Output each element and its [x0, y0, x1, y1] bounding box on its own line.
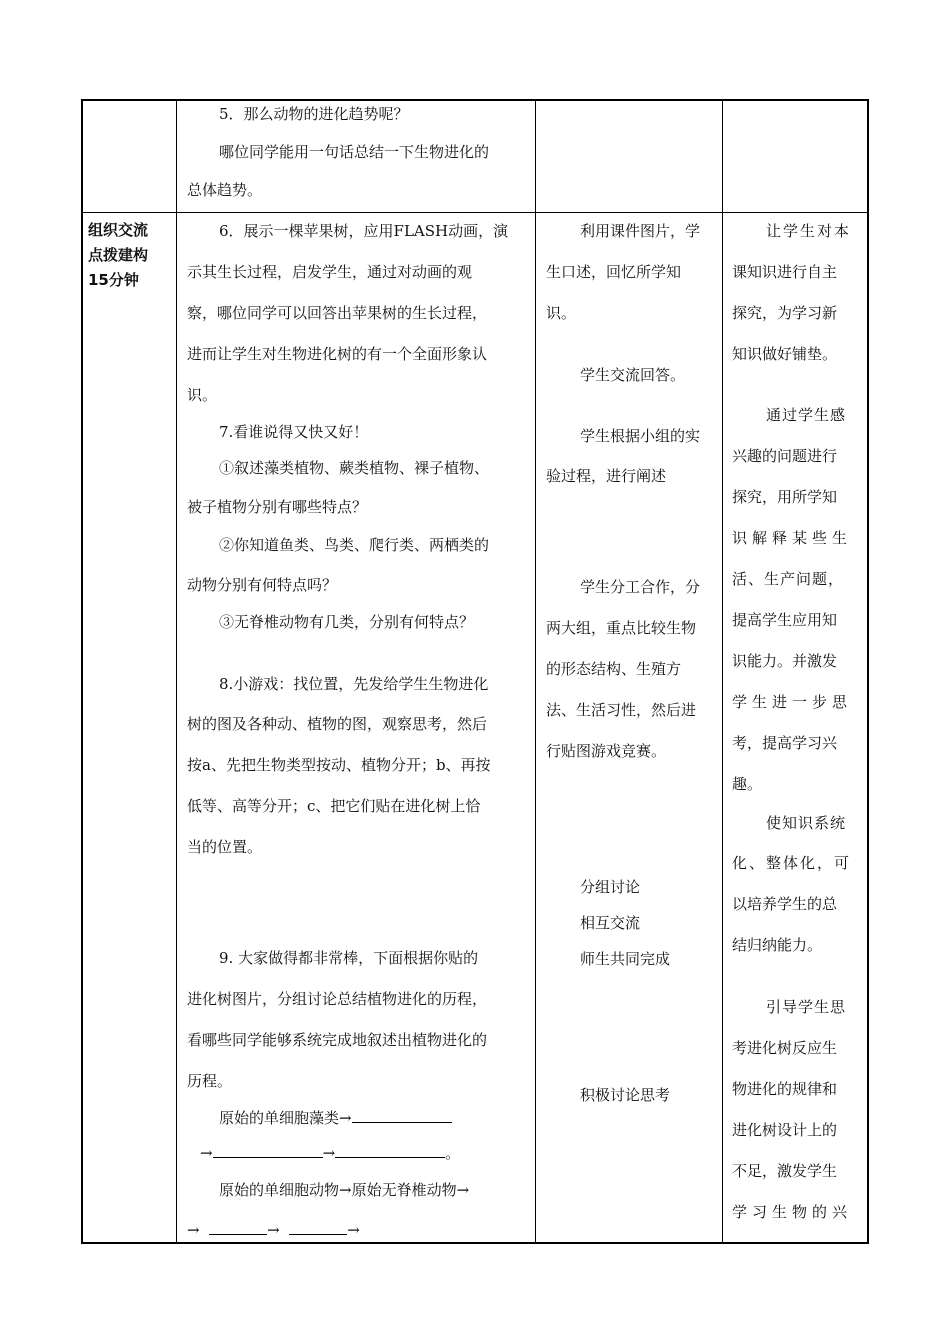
animal-blank-2[interactable]: [289, 1220, 347, 1235]
intent-p3-line1: 使知识系统: [766, 814, 847, 832]
table-border-bottom: [81, 1242, 869, 1244]
plant-evolution-chain: [219, 1108, 452, 1128]
student-s4-line3: 的形态结构、生殖方: [546, 660, 682, 678]
intent-p2-line8: 学生进一步思: [732, 693, 853, 711]
stage-label-line2: 点拨建构: [88, 246, 149, 264]
item6-line4: 进而让学生对生物进化树的有一个全面形象认: [187, 345, 488, 363]
student-s4-line2: 两大组，重点比较生物: [546, 619, 697, 637]
intent-p2-line4: 识解释某些生: [732, 529, 853, 547]
animal-evolution-chain-cont: [187, 1220, 360, 1240]
student-s4-line5: 行贴图游戏竞赛。: [546, 742, 667, 760]
plant-blank-2[interactable]: [213, 1143, 323, 1158]
summary-question-line1: 哪位同学能用一句话总结一下生物进化的: [219, 143, 490, 161]
intent-p2-line1: 通过学生感: [766, 406, 847, 424]
intent-p4-line6: 学习生物的兴: [732, 1203, 853, 1221]
summary-question-line2: 总体趋势。: [187, 181, 263, 199]
item7-line4: ②你知道鱼类、鸟类、爬行类、两栖类的: [219, 536, 490, 554]
intent-p2-line2: 兴趣的问题进行: [732, 447, 838, 465]
item8-line1: 8.小游戏：找位置，先发给学生生物进化: [219, 675, 489, 693]
intent-p4-line4: 进化树设计上的: [732, 1121, 838, 1139]
intent-p4-line3: 物进化的规律和: [732, 1080, 838, 1098]
table-border-left: [81, 99, 83, 1244]
intent-p2-line3: 探究，用所学知: [732, 488, 838, 506]
animal-evolution-chain: 原始的单细胞动物→原始无脊椎动物→: [219, 1181, 470, 1199]
item6-line5: 识。: [187, 386, 218, 404]
plant-evolution-chain-cont: [200, 1143, 460, 1163]
student-s1-line2: 生口述，回忆所学知: [546, 263, 682, 281]
item7-line2: ①叙述藻类植物、蕨类植物、裸子植物、: [219, 459, 490, 477]
item8-line3: 按a、先把生物类型按动、植物分开；b、再按: [187, 756, 491, 774]
item7-line3: 被子植物分别有哪些特点？: [187, 498, 368, 516]
intent-p3-line2: 化、整体化，可: [732, 854, 852, 872]
intent-p1-line4: 知识做好铺垫。: [732, 345, 838, 363]
column-divider-1: [176, 99, 177, 1244]
animal-blank-1[interactable]: [209, 1220, 267, 1235]
student-s1-line1: 利用课件图片，学: [580, 222, 701, 240]
item9-line1: 9. 大家做得都非常棒，下面根据你贴的: [219, 949, 479, 967]
item8-line5: 当的位置。: [187, 838, 263, 856]
intent-p2-line9: 考，提高学习兴: [732, 734, 838, 752]
intent-p4-line5: 不足，激发学生: [732, 1162, 838, 1180]
intent-p1-line1: 让学生对本: [766, 222, 852, 240]
intent-p2-line5: 活、生产问题，: [732, 570, 845, 588]
intent-p1-line2: 课知识进行自主: [732, 263, 838, 281]
table-border-right: [867, 99, 869, 1244]
intent-p3-line3: 以培养学生的总: [732, 895, 838, 913]
student-s2: 学生交流回答。: [580, 366, 686, 384]
intent-p4-line2: 考进化树反应生: [732, 1039, 838, 1057]
item7-line5: 动物分别有何特点吗？: [187, 576, 338, 594]
item7-line6: ③无脊椎动物有几类，分别有何特点？: [219, 613, 475, 631]
intent-p2-line7: 识能力。并激发: [732, 652, 838, 670]
intent-p1-line3: 探究，为学习新: [732, 304, 838, 322]
intent-p3-line4: 结归纳能力。: [732, 936, 823, 954]
item9-line4: 历程。: [187, 1072, 233, 1090]
row-divider: [81, 212, 869, 213]
item7-line1: 7.看谁说得又快又好！: [219, 423, 369, 441]
column-divider-2: [535, 99, 536, 1244]
student-s6: 积极讨论思考: [580, 1086, 671, 1104]
plant-blank-1[interactable]: [352, 1108, 452, 1123]
intent-p4-line1: 引导学生思: [766, 998, 847, 1016]
arrow-d: →: [267, 1221, 280, 1239]
plant-blank-3[interactable]: [335, 1143, 445, 1158]
stage-label-line1: 组织交流: [88, 221, 149, 239]
column-divider-3: [722, 99, 723, 1244]
item9-line2: 进化树图片，分组讨论总结植物进化的历程，: [187, 990, 488, 1008]
student-s5-line2: 相互交流: [580, 914, 641, 932]
arrow-e: →: [347, 1221, 360, 1239]
student-s5-line3: 师生共同完成: [580, 950, 671, 968]
intent-p2-line10: 趣。: [732, 775, 763, 793]
arrow-c: →: [187, 1221, 200, 1239]
item8-line4: 低等、高等分开；c、把它们贴在进化树上恰: [187, 797, 481, 815]
plant-chain-start: 原始的单细胞藻类→: [219, 1109, 352, 1127]
item6-line3: 察，哪位同学可以回答出苹果树的生长过程，: [187, 304, 488, 322]
question-5: 5．那么动物的进化趋势呢？: [219, 105, 409, 123]
student-s3-line1: 学生根据小组的实: [580, 427, 701, 445]
table-border-top: [81, 99, 869, 101]
item9-line3: 看哪些同学能够系统完成地叙述出植物进化的: [187, 1031, 488, 1049]
item6-line1: 6．展示一棵苹果树，应用FLASH动画，演: [219, 222, 509, 240]
intent-p2-line6: 提高学生应用知: [732, 611, 838, 629]
arrow-b: →: [322, 1144, 336, 1162]
student-s4-line1: 学生分工合作，分: [580, 578, 701, 596]
period-mark: 。: [445, 1144, 461, 1162]
student-s4-line4: 法、生活习性，然后进: [546, 701, 697, 719]
item8-line2: 树的图及各种动、植物的图，观察思考，然后: [187, 715, 488, 733]
item6-line2: 示其生长过程，启发学生，通过对动画的观: [187, 263, 473, 281]
arrow-a: →: [200, 1144, 213, 1162]
student-s3-line2: 验过程，进行阐述: [546, 467, 667, 485]
stage-duration: 15分钟: [88, 271, 139, 289]
student-s5-line1: 分组讨论: [580, 878, 641, 896]
student-s1-line3: 识。: [546, 304, 577, 322]
